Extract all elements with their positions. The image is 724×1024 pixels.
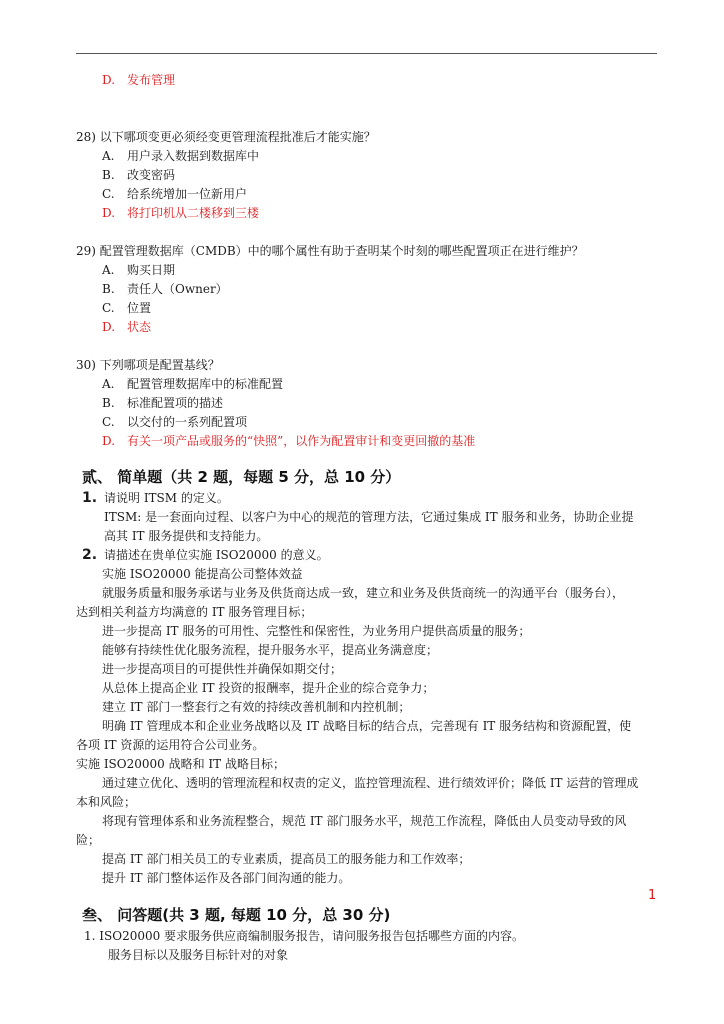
answer-line: 通过建立优化、透明的管理流程和权责的定义，监控管理流程、进行绩效评价；降低 IT 运营的管理成 [102, 776, 639, 790]
q29-option-a [102, 262, 175, 278]
option-label: D. [102, 206, 116, 220]
q29-option-c [102, 300, 151, 316]
option-text: 标准配置项的描述 [127, 396, 224, 410]
q28-option-c [102, 186, 247, 202]
option-label: A. [102, 149, 115, 163]
section3-heading: 叁、 问答题(共 3 题, 每题 10 分，总 30 分) [82, 906, 391, 924]
answer-line: 险； [76, 833, 101, 847]
answer-line: 将现有管理体系和业务流程整合，规范 IT 部门服务水平，规范工作流程，降低由人员变动导致的风 [102, 814, 627, 828]
option-text: 状态 [127, 320, 152, 334]
section2-q1-answer-line1: ITSM: 是一套面向过程、以客户为中心的规范的管理方法，它通过集成 IT 服务和业务，协助企业提 [104, 510, 634, 524]
section2-q2-number: 2. [82, 547, 98, 563]
q29-option-b [102, 281, 228, 297]
answer-line: 进一步提高项目的可提供性并确保如期交付； [102, 662, 343, 676]
answer-line: 本和风险； [76, 795, 137, 809]
option-text: 责任人（Owner） [127, 282, 228, 296]
option-text: 将打印机从二楼移到三楼 [127, 206, 260, 220]
option-text: 位置 [127, 301, 152, 315]
section2-q1-text: 请说明 ITSM 的定义。 [104, 491, 229, 505]
q28-option-b [102, 167, 175, 183]
q30-option-a [102, 376, 283, 392]
q30-option-d [102, 433, 475, 449]
section2-q1-number: 1. [82, 490, 98, 506]
option-label: C. [102, 415, 115, 429]
q30-stem: 30) 下列哪项是配置基线？ [76, 358, 220, 372]
q28-option-d [102, 205, 259, 221]
answer-line: 从总体上提高企业 IT 投资的报酬率，提升企业的综合竞争力； [102, 681, 435, 695]
option-label: D. [102, 434, 116, 448]
q29-stem: 29) 配置管理数据库（CMDB）中的哪个属性有助于查明某个时刻的哪些配置项正在进行维护？ [76, 244, 584, 258]
answer-line: 进一步提高 IT 服务的可用性、完整性和保密性，为业务用户提供高质量的服务； [102, 624, 531, 638]
option-text: 以交付的一系列配置项 [127, 415, 248, 429]
option-label: A. [102, 263, 115, 277]
option-label: B. [102, 282, 115, 296]
option-label: A. [102, 377, 115, 391]
section2-q1-answer-line2: 高其 IT 服务提供和支持能力。 [104, 529, 269, 543]
option-text: 改变密码 [127, 168, 176, 182]
option-text: 购买日期 [127, 263, 176, 277]
option-text: 给系统增加一位新用户 [127, 187, 248, 201]
q28-option-a [102, 148, 259, 164]
option-label: B. [102, 168, 115, 182]
answer-line: 能够有持续性优化服务流程，提升服务水平，提高业务满意度； [102, 643, 439, 657]
section3-q1-answer: 服务目标以及服务目标针对的对象 [108, 948, 289, 962]
answer-line: 明确 IT 管理成本和企业业务战略以及 IT 战略目标的结合点，完善现有 IT 服务结构和资源配置，使 [102, 719, 632, 733]
q28-stem: 28) 以下哪项变更必须经变更管理流程批准后才能实施？ [76, 130, 376, 144]
answer-line: 就服务质量和服务承诺与业务及供货商达成一致，建立和业务及供货商统一的沟通平台（服务台）， [102, 586, 625, 600]
option-label: D. [102, 320, 116, 334]
answer-line: 各项 IT 资源的运用符合公司业务。 [76, 738, 265, 752]
q30-option-c [102, 414, 247, 430]
option-text: 发布管理 [127, 73, 176, 87]
answer-line: 提高 IT 部门相关员工的专业素质，提高员工的服务能力和工作效率； [102, 852, 471, 866]
q30-option-b [102, 395, 223, 411]
header-rule [76, 53, 657, 54]
answer-line: 达到相关利益方均满意的 IT 服务管理目标； [76, 605, 313, 619]
q29-option-d [102, 319, 151, 335]
section3-q1-text: 1. ISO20000 要求服务供应商编制服务报告，请问服务报告包括哪些方面的内容。 [84, 929, 525, 943]
section2-heading: 贰、 简单题（共 2 题，每题 5 分，总 10 分） [82, 468, 401, 486]
option-label: C. [102, 187, 115, 201]
option-text: 用户录入数据到数据库中 [127, 149, 260, 163]
q27-option-d [102, 72, 175, 88]
page-number: 1 [648, 888, 657, 903]
option-text: 配置管理数据库中的标准配置 [127, 377, 284, 391]
section2-q2-text: 请描述在贵单位实施 ISO20000 的意义。 [104, 548, 329, 562]
option-label: B. [102, 396, 115, 410]
answer-line: 实施 ISO20000 战略和 IT 战略目标； [76, 757, 285, 771]
option-label: C. [102, 301, 115, 315]
option-label: D. [102, 73, 116, 87]
answer-line: 提升 IT 部门整体运作及各部门间沟通的能力。 [102, 871, 351, 885]
answer-line: 实施 ISO20000 能提高公司整体效益 [102, 567, 303, 581]
option-text: 有关一项产品或服务的“快照”，以作为配置审计和变更回撤的基准 [127, 434, 476, 448]
answer-line: 建立 IT 部门一整套行之有效的持续改善机制和内控机制； [102, 700, 411, 714]
